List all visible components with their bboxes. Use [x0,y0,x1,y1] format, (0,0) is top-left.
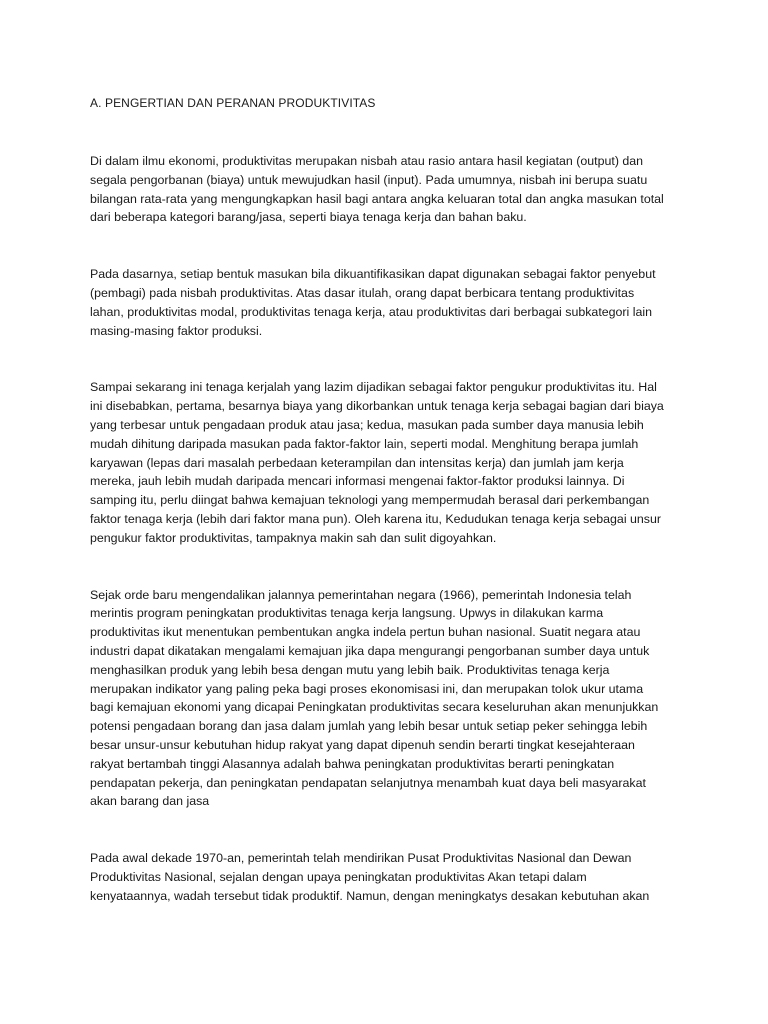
paragraph-definition [90,152,672,227]
text-line: potensi pengadaan borang dan jasa dalam jumlah yang lebih besar untuk setiap peker sehingga lebih [90,719,648,734]
text-line: kenyataannya, wadah tersebut tidak produktif. Namun, dengan meningkatys desakan kebutuhan akan [90,888,650,903]
text-line: yang terbesar untuk pengadaan produk atau jasa; kedua, masukan pada sumber daya manusia lebih [90,417,644,432]
document-body [90,94,672,906]
text-line: Sejak orde baru mengendalikan jalannya pemerintahan negara (1966), pemerintah Indonesia telah [90,587,632,602]
text-line: rakyat bertambah tinggi Alasannya adalah bahwa peningkatan produktivitas berarti peningkatan [90,756,615,771]
paragraph-labor-measure [90,378,672,547]
text-line: produktivitas ikut menentukan pembentukan angka indela pertun buhan nasional. Suatit negara atau [90,625,641,640]
text-line: bagi kemajuan ekonomi yang dicapai Peningkatan produktivitas secara keseluruhan akan menunjukkan [90,700,659,715]
paragraph-input-factors [90,265,672,340]
text-line: pengukur faktor produktivitas, tampaknya makin sah dan sulit digoyahkan. [90,530,497,545]
text-line: dari beberapa kategori barang/jasa, seperti biaya tenaga kerja dan bahan baku. [90,210,527,225]
text-line: mudah dihitung daripada masukan pada faktor-faktor lain, seperti modal. Menghitung berapa jumlah [90,436,639,451]
text-line: ini disebabkan, pertama, besarnya biaya yang dikorbankan untuk tenaga kerja sebagai bagian dari biaya [90,399,664,414]
text-line: mereka, jauh lebih mudah daripada mencari informasi mengenai faktor-faktor produksi lainnya. Di [90,474,625,489]
text-line: Pada awal dekade 1970-an, pemerintah telah mendirikan Pusat Produktivitas Nasional dan Dewan [90,851,632,866]
text-line: karyawan (lepas dari masalah perbedaan keterampilan dan intensitas kerja) dan jumlah jam kerja [90,455,624,470]
text-line: besar unsur-unsur kebutuhan hidup rakyat yang dapat dipenuh sendin berarti tingkat kesejahteraan [90,737,635,752]
text-line: Sampai sekarang ini tenaga kerjalah yang lazim dijadikan sebagai faktor pengukur produktivitas itu. Hal [90,380,657,395]
text-line: merupakan indikator yang paling peka bagi proses ekonomisasi ini, dan merupakan tolok ukur utama [90,681,644,696]
text-line: bilangan rata-rata yang mengungkapkan hasil bagi antara angka keluaran total dan angka masukan total [90,191,664,206]
text-line: industri dapat dikatakan mengalami kemajuan jika dapa mengurangi pengorbanan sumber daya untuk [90,643,650,658]
text-line: Di dalam ilmu ekonomi, produktivitas merupakan nisbah atau rasio antara hasil kegiatan (output) dan [90,154,644,168]
text-line: Pada dasarnya, setiap bentuk masukan bila dikuantifikasikan dapat digunakan sebagai faktor penyebut [90,267,656,282]
text-line: segala pengorbanan (biaya) untuk mewujudkan hasil (input). Pada umumnya, nisbah ini berupa suatu [90,172,648,187]
text-line: (pembagi) pada nisbah produktivitas. Atas dasar itulah, orang dapat berbicara tentang produktivitas [90,285,635,300]
text-line: pendapatan pekerja, dan peningkatan pendapatan selanjutnya menambah kuat daya beli masyarakat [90,775,646,790]
text-line: samping itu, perlu diingat bahwa kemajuan teknologi yang mempermudah berasal dari perkembangan [90,493,650,508]
text-line: lahan, produktivitas modal, produktivitas tenaga kerja, atau produktivitas dari berbagai subkategori lain [90,304,653,319]
text-line: masing-masing faktor produksi. [90,323,263,338]
paragraph-1970s [90,849,672,905]
paragraph-new-order [90,586,672,812]
section-heading: A. PENGERTIAN DAN PERANAN PRODUKTIVITAS [90,96,376,110]
text-line: menghasilkan produk yang lebih besa dengan mutu yang lebih baik. Produktivitas tenaga kerja [90,662,610,677]
text-line: Produktivitas Nasional, sejalan dengan upaya peningkatan produktivitas Akan tetapi dalam [90,869,587,884]
text-line: akan barang dan jasa [90,794,210,809]
text-line: faktor tenaga kerja (lebih dari faktor mana pun). Oleh karena itu, Kedudukan tenaga kerja sebagai unsur [90,511,662,526]
text-line: merintis program peningkatan produktivitas tenaga kerja langsung. Upwys in dilakukan karma [90,606,604,621]
